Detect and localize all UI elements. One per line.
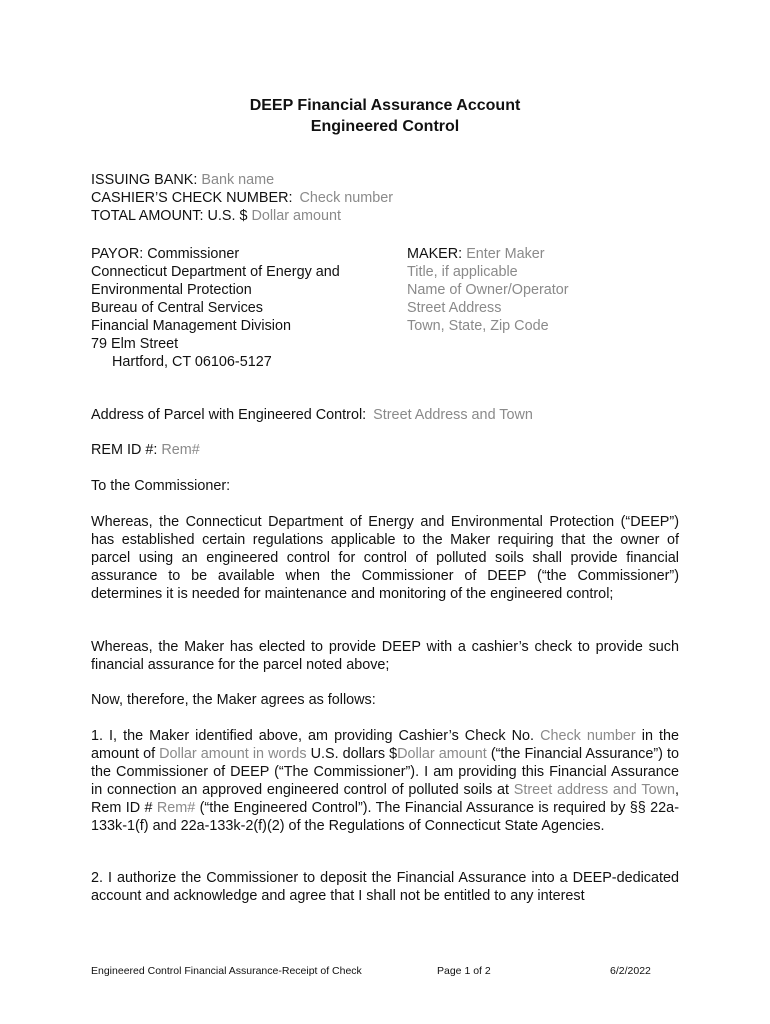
item-1-text: , Rem ID # [91,782,679,816]
salutation: To the Commissioner: [91,478,231,494]
maker-owner-field[interactable]: Name of Owner/Operator [407,282,569,298]
maker-street-field[interactable]: Street Address [407,300,502,316]
payor-line: Connecticut Department of Energy and [91,264,340,280]
payor-line: Bureau of Central Services [91,300,263,316]
payor-line: 79 Elm Street [91,336,179,352]
parcel-row [91,406,533,424]
rem-row [91,441,200,459]
maker-title-field[interactable]: Title, if applicable [407,264,518,280]
item-1-amount-field[interactable]: Dollar amount [397,746,487,762]
issuing-bank-field[interactable]: Bank name [201,172,275,188]
document-title [0,95,770,137]
item-1-text: (“the Engineered Control”). The Financial Assurance is required by §§ 22a-133k-1(f) and 22a-133k-2(f)(2) of the Regulations of Connecticut State Agencies. [91,800,679,834]
footer-left: Engineered Control Financial Assurance-Receipt of Check [91,965,362,977]
item-1-check-number-field[interactable]: Check number [540,728,636,744]
item-1-paragraph [91,727,679,835]
payor-line: PAYOR: Commissioner [91,246,240,262]
item-1-text: (“the Financial Assurance”) to the Commissioner of DEEP (“The Commissioner”). I am providing this Financial Assurance in connection an approved engineered control of polluted soils at [91,746,679,798]
now-therefore-paragraph: Now, therefore, the Maker agrees as follows: [91,692,376,708]
whereas-paragraph-2: Whereas, the Maker has elected to provide DEEP with a cashier’s check to provide such financial assurance for the parcel noted above; [91,639,679,673]
maker-label: MAKER: [407,246,463,262]
check-number-field[interactable]: Check number [299,190,394,206]
item-2-paragraph: 2. I authorize the Commissioner to deposit the Financial Assurance into a DEEP-dedicated account and acknowledge and agree that I shall not be entitled to any interest [91,870,679,904]
parcel-label: Address of Parcel with Engineered Control: [91,407,367,423]
title-line-1: DEEP Financial Assurance Account [249,97,521,114]
payor-line: Financial Management Division [91,318,291,334]
total-amount-field[interactable]: Dollar amount [251,208,342,224]
item-1-text: 1. I, the Maker identified above, am providing Cashier’s Check No. [91,728,541,744]
whereas-paragraph-1: Whereas, the Connecticut Department of Energy and Environmental Protection (“DEEP”) has established certain regulations applicable to the Maker requiring that the owner of parcel using an engineered control for control of polluted soils shall provide financial assurance to be available when the Commissioner of DEEP (“the Commissioner”) determines it is needed for maintenance and monitoring of the engineered control; [91,514,679,602]
title-line-2: Engineered Control [310,118,460,135]
check-number-row [91,189,393,207]
rem-id-field[interactable]: Rem# [161,442,200,458]
payor-block [91,245,340,371]
footer-date: 6/2/2022 [610,965,651,977]
payor-line: Hartford, CT 06106-5127 [112,354,272,370]
maker-town-field[interactable]: Town, State, Zip Code [407,318,549,334]
item-1-street-field[interactable]: Street address and Town [513,782,675,798]
issuing-bank-label: ISSUING BANK: [91,172,198,188]
total-amount-row [91,207,341,225]
parcel-address-field[interactable]: Street Address and Town [373,407,533,423]
check-number-label: CASHIER’S CHECK NUMBER: [91,190,293,206]
item-1-rem-field[interactable]: Rem# [156,800,196,816]
item-1-text: in the amount of [91,728,679,762]
issuing-bank-row [91,171,274,189]
maker-block [407,245,569,335]
payor-line: Environmental Protection [91,282,252,298]
item-1-amount-words-field[interactable]: Dollar amount in words [159,746,307,762]
total-amount-label: TOTAL AMOUNT: U.S. $ [91,208,248,224]
footer-page-number: Page 1 of 2 [437,965,491,977]
maker-name-field[interactable]: Enter Maker [466,246,545,262]
item-1-text: U.S. dollars $ [306,746,398,762]
rem-label: REM ID #: [91,442,158,458]
